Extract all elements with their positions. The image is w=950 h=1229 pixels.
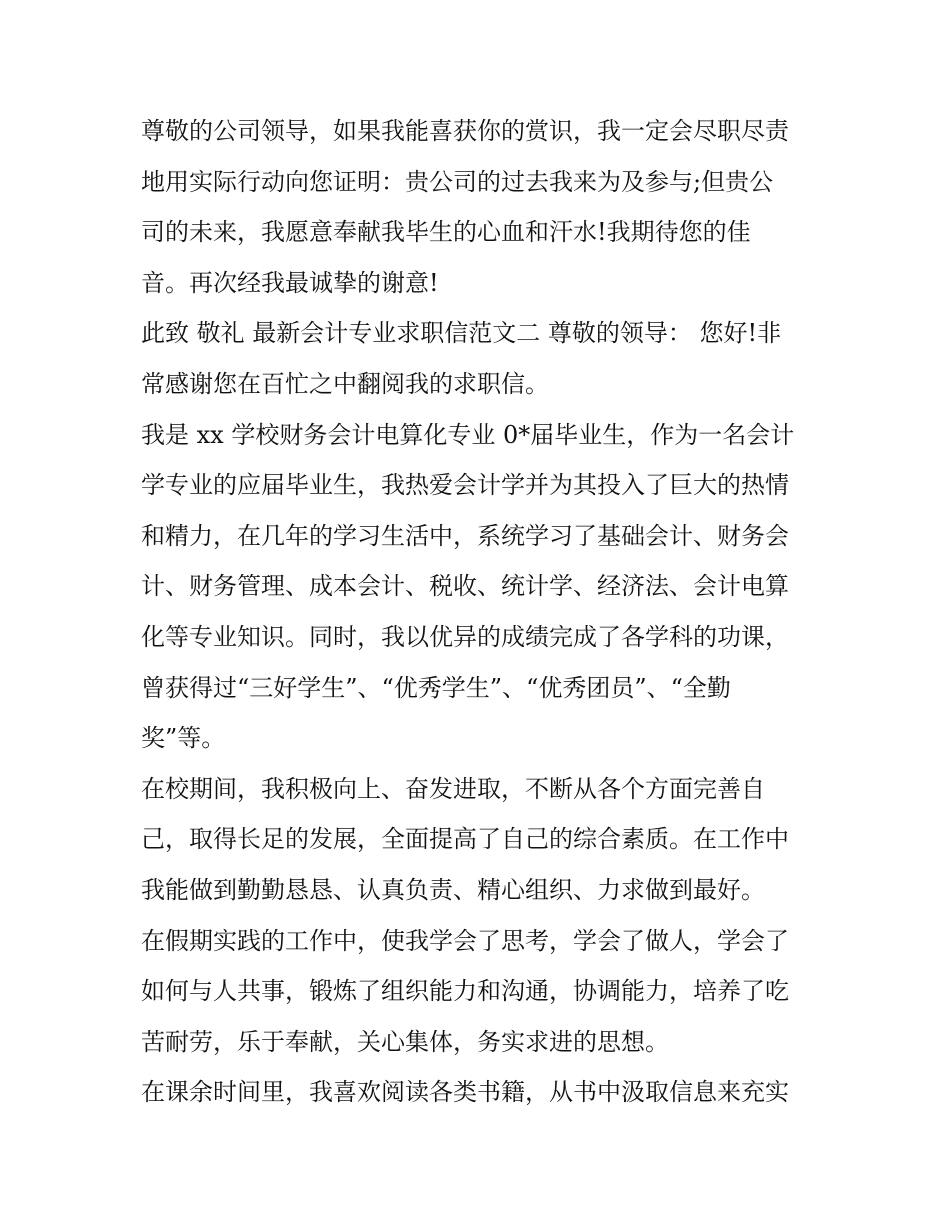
text-line: 在课余时间里，我喜欢阅读各类书籍，从书中汲取信息来充实	[141, 1078, 789, 1107]
text-line: 此致 敬礼 最新会计专业求职信范文二 尊敬的领导： 您好!非	[141, 319, 782, 348]
text-line: 己，取得长足的发展，全面提高了自己的综合素质。在工作中	[141, 825, 789, 854]
text-line: 常感谢您在百忙之中翻阅我的求职信。	[141, 369, 549, 398]
text-line: 我是 xx 学校财务会计电算化专业 0*届毕业生，作为一名会计	[141, 420, 795, 449]
text-line: 化等专业知识。同时，我以优异的成绩完成了各学科的功课，	[141, 622, 789, 651]
text-line: 奖”等。	[141, 724, 226, 753]
text-line: 我能做到勤勤恳恳、认真负责、精心组织、力求做到最好。	[141, 875, 765, 904]
text-line: 音。再次经我最诚挚的谢意!	[141, 268, 439, 297]
text-line: 曾获得过“三好学生”、“优秀学生”、“优秀团员”、“全勤	[141, 673, 731, 702]
paragraph	[141, 916, 821, 1068]
text-line: 如何与人共事，锻炼了组织能力和沟通，协调能力，培养了吃	[141, 977, 789, 1006]
text-line: 和精力，在几年的学习生活中，系统学习了基础会计、财务会	[141, 521, 789, 550]
text-line: 苦耐劳，乐于奉献，关心集体，务实求进的思想。	[141, 1027, 669, 1056]
paragraph	[141, 106, 821, 308]
text-line: 地用实际行动向您证明：贵公司的过去我来为及参与;但贵公	[141, 167, 774, 196]
text-line: 计、财务管理、成本会计、税收、统计学、经济法、会计电算	[141, 572, 789, 601]
letter-body	[141, 106, 821, 1118]
text-line: 尊敬的公司领导，如果我能喜获你的赏识，我一定会尽职尽责	[141, 117, 789, 145]
text-line: 司的未来，我愿意奉献我毕生的心血和汗水!我期待您的佳	[141, 218, 751, 247]
paragraph	[141, 764, 821, 916]
text-line: 在校期间，我积极向上、奋发进取，不断从各个方面完善自	[141, 774, 765, 803]
paragraph	[141, 1067, 821, 1118]
text-line: 在假期实践的工作中，使我学会了思考，学会了做人，学会了	[141, 926, 789, 955]
paragraph	[141, 308, 821, 409]
text-line: 学专业的应届毕业生，我热爱会计学并为其投入了巨大的热情	[141, 471, 789, 500]
paragraph	[141, 410, 821, 764]
